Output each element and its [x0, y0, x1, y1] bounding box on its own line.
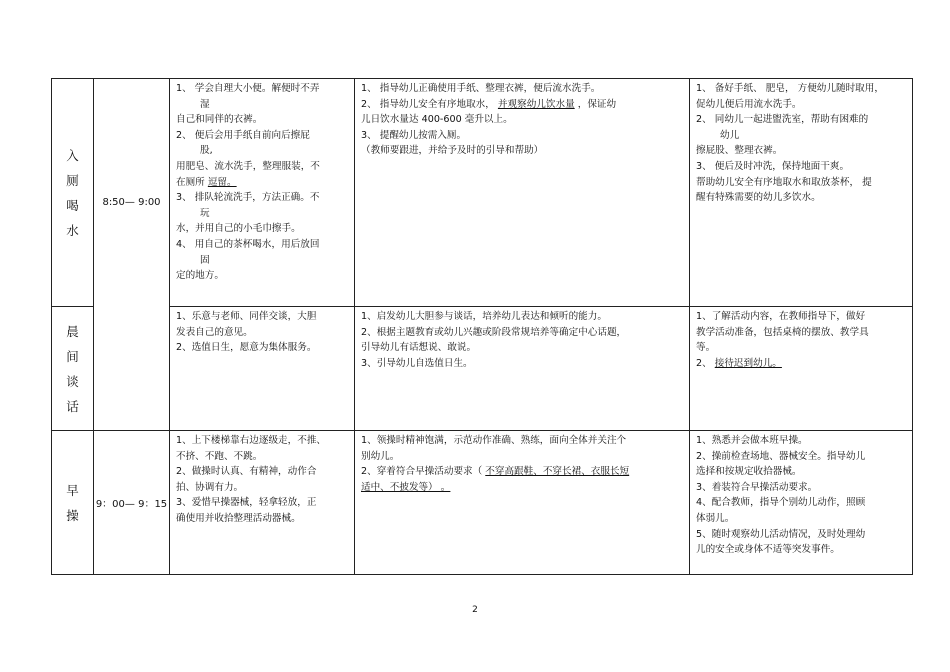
text-line: 1、启发幼儿大胆参与谈话，培养幼儿表达和倾听的能力。 — [361, 311, 607, 322]
text-line: 3、 提醒幼儿按需入厕。 — [361, 129, 467, 141]
text-line: 2、穿着符合早操活动要求（ 不穿高跟鞋、不穿长裙、衣服长短 — [361, 466, 630, 478]
caregiver-duties-cell — [690, 431, 913, 575]
text-line: 3、 便后及时冲洗，保持地面干爽。 — [696, 160, 850, 172]
page-number: 2 — [472, 605, 478, 615]
time-cell-850-900 — [94, 79, 170, 431]
text-line: 教学活动准备，包括桌椅的摆放、教学具 — [696, 326, 869, 338]
text-line: 股, — [200, 145, 213, 157]
text-line: 自己和同伴的衣裤。 — [176, 114, 263, 126]
text-line: 1、熟悉并会做本班早操。 — [696, 435, 808, 446]
activity-char: 喝 — [66, 197, 79, 213]
text-line: 2、 接待迟到幼儿。 — [696, 357, 782, 369]
text-line: 3、着装符合早操活动要求。 — [696, 481, 818, 493]
child-goals-cell — [170, 431, 355, 575]
text-line: 1、领操时精神饱满，示范动作准确、熟练，面向全体并关注个 — [361, 435, 627, 446]
text-line: 2、 指导幼儿安全有序地取水， 并观察幼儿饮水量 ，保证幼 — [361, 98, 617, 110]
text-line: 3、爱惜早操器械，轻拿轻放，正 — [176, 497, 317, 509]
time-cell-900-915 — [94, 431, 170, 575]
caregiver-duties-text — [690, 307, 912, 373]
teacher-guidance-text — [355, 307, 689, 373]
child-goals-text — [170, 431, 354, 529]
teacher-guidance-cell — [355, 431, 690, 575]
text-line: 2、根据主题教育或幼儿兴趣或阶段常规培养等确定中心话题， — [361, 326, 627, 338]
text-line: 2、做操时认真、有精神，动作合 — [176, 466, 317, 478]
text-line: 等。 — [696, 342, 716, 354]
activity-cell-morning-exercise — [52, 431, 94, 575]
child-goals-text — [170, 79, 354, 286]
text-line: 在厕所 逗留。 — [176, 176, 237, 188]
text-line: 3、引导幼儿自选值日生。 — [361, 357, 473, 369]
text-line: 2、 便后会用手纸自前向后擦屁 — [176, 129, 310, 141]
activity-name — [52, 319, 93, 419]
caregiver-duties-text — [690, 431, 912, 560]
text-line: 不挤、不跑、不跳。 — [176, 450, 263, 462]
text-line: 玩 — [200, 207, 210, 219]
text-line: 5、随时观察幼儿活动情况，及时处理幼 — [696, 528, 866, 540]
text-line: 确使用并收拾整理活动器械。 — [176, 512, 301, 524]
teacher-guidance-cell — [355, 79, 690, 307]
text-line: （教师要跟进，并给予及时的引导和帮助） — [361, 145, 544, 157]
text-line: 湿 — [200, 98, 210, 110]
text-line: 别幼儿。 — [361, 450, 400, 462]
text-line: 擦屁股、整理衣裤。 — [696, 145, 783, 157]
text-line: 促幼儿便后用流水洗手。 — [696, 98, 802, 110]
text-line: 1、乐意与老师、同伴交谈，大胆 — [176, 311, 317, 322]
text-line: 醒有特殊需要的幼儿多饮水。 — [696, 192, 821, 204]
activity-cell-toilet-water — [52, 79, 94, 307]
teacher-guidance-text — [355, 79, 689, 161]
child-goals-cell — [170, 307, 355, 431]
activity-char: 谈 — [66, 373, 79, 389]
text-line: 2、操前检查场地、器械安全。指导幼儿 — [696, 450, 866, 462]
text-line: 2、选值日生，愿意为集体服务。 — [176, 342, 317, 354]
text-line: 儿日饮水量达 400-600 毫升以上。 — [361, 114, 513, 126]
child-goals-cell — [170, 79, 355, 307]
teacher-guidance-cell — [355, 307, 690, 431]
text-line: 水，并用自己的小毛巾擦手。 — [176, 223, 301, 235]
text-line: 3、 排队轮流洗手，方法正确。不 — [176, 192, 320, 204]
activity-char: 晨 — [66, 323, 79, 339]
text-line: 用肥皂、流水洗手，整理服装，不 — [176, 160, 320, 172]
text-line: 幼儿 — [720, 129, 740, 141]
text-line: 固 — [200, 254, 210, 266]
text-line: 1、 指导幼儿正确使用手纸、整理衣裤，便后流水洗手。 — [361, 83, 601, 94]
child-goals-text — [170, 307, 354, 358]
activity-char: 话 — [66, 398, 79, 414]
schedule-table — [51, 78, 913, 575]
text-line: 定的地方。 — [176, 270, 224, 282]
activity-cell-morning-talk — [52, 307, 94, 431]
text-line: 发表自己的意见。 — [176, 326, 253, 338]
text-line: 2、 同幼儿一起进盥洗室，帮助有困难的 — [696, 114, 869, 126]
activity-char: 早 — [66, 482, 79, 498]
text-line: 适中、不披发等） 。 — [361, 481, 451, 493]
activity-char: 厕 — [66, 172, 79, 188]
text-line: 引导幼儿有话想说、敢说。 — [361, 342, 477, 354]
activity-char: 操 — [66, 507, 79, 523]
text-line: 1、 备好手纸、 肥皂， 方便幼儿随时取用， — [696, 83, 884, 94]
activity-char: 入 — [66, 147, 79, 163]
text-line: 帮助幼儿安全有序地取水和取放茶杯， 提 — [696, 176, 872, 188]
text-line: 4、 用自己的茶杯喝水，用后放回 — [176, 238, 320, 250]
caregiver-duties-cell — [690, 307, 913, 431]
text-line: 体弱儿。 — [696, 512, 735, 524]
caregiver-duties-text — [690, 79, 912, 208]
activity-name — [52, 478, 93, 528]
text-line: 选择和按规定收拾器械。 — [696, 466, 802, 478]
table-row — [52, 431, 913, 575]
teacher-guidance-text — [355, 431, 689, 497]
text-line: 1、了解活动内容，在教师指导下，做好 — [696, 311, 866, 322]
activity-name — [52, 143, 93, 243]
text-line: 4、配合教师，指导个别幼儿动作，照顾 — [696, 497, 866, 509]
table-row — [52, 79, 913, 307]
text-line: 1、 学会自理大小便。解便时不弄 — [176, 83, 320, 94]
time-text: 8:50— 9:00 — [102, 197, 161, 208]
activity-char: 间 — [66, 348, 79, 364]
caregiver-duties-cell — [690, 79, 913, 307]
table-row — [52, 307, 913, 431]
text-line: 拍、协调有力。 — [176, 481, 244, 493]
text-line: 儿的安全或身体不适等突发事件。 — [696, 544, 840, 556]
text-line: 1、上下楼梯靠右边逐级走，不推、 — [176, 435, 327, 446]
activity-char: 水 — [66, 222, 79, 238]
time-text: 9：00— 9：15 — [95, 499, 168, 510]
